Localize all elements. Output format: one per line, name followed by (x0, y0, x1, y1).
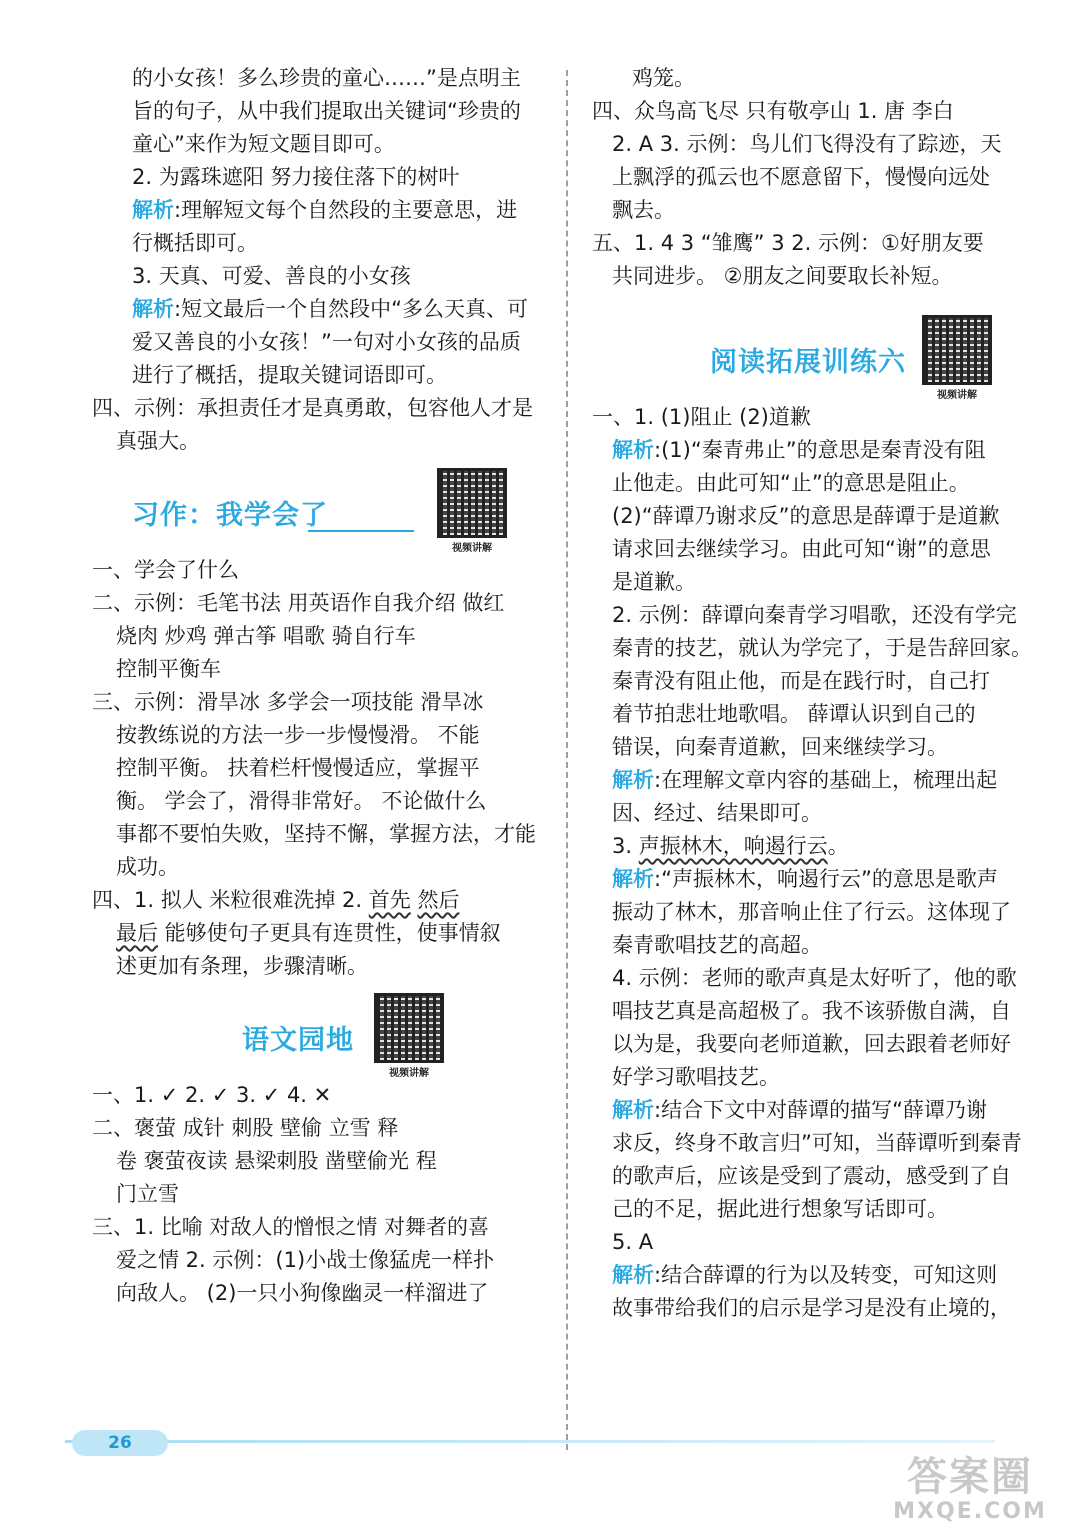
right-answers-part2 (592, 401, 1032, 830)
analysis-tag: 解析 (132, 297, 174, 321)
text-line: 行概括即可。 (132, 231, 258, 255)
text-line: 秦青没有阻止他，而是在践行时，自己打 (612, 669, 990, 693)
text-line: 以为是，我要向老师道歉，回去跟着老师好 (612, 1032, 1011, 1056)
text-line: 2. 示例：薛谭向秦青学习唱歌，还没有学完 (612, 603, 1017, 627)
qr-code-icon[interactable] (437, 468, 507, 538)
text-line: 着节拍悲壮地歌唱。 薛谭认识到自己的 (612, 702, 976, 726)
text-line: 2. 为露珠遮阳 努力接住落下的树叶 (132, 165, 460, 189)
text-line: 的小女孩！多么珍贵的童心……”是点明主 (132, 66, 521, 90)
text-line: 秦青的技艺，就认为学完了，于是告辞回家。 (612, 636, 1032, 660)
section-title-yuwenyuandi: 语文园地 (242, 1025, 354, 1056)
text-line: 成功。 (116, 855, 179, 879)
text-line: 解析:“声振林木，响遏行云”的意思是歌声 (612, 867, 998, 891)
text-line: 请求回去继续学习。由此可知“谢”的意思 (612, 537, 991, 561)
wavy-word-zuihou: 最后 (116, 921, 158, 945)
text-line: 解析:(1)“秦青弗止”的意思是秦青没有阻 (612, 438, 986, 462)
text-line: 因、经过、结果即可。 (612, 801, 822, 825)
watermark-logo: 答案圈 MXQE.COM (893, 1454, 1047, 1524)
text-line: 四、示例：承担责任才是真勇敢，包容他人才是 (92, 396, 533, 420)
text-line: 的歌声后，应该是受到了震动，感受到了自 (612, 1164, 1011, 1188)
text-line: 二、褒萤 成针 刺股 壁偷 立雪 释 (92, 1116, 399, 1140)
text-line: 进行了概括，提取关键词语即可。 (132, 363, 447, 387)
text-line: 控制平衡车 (116, 657, 221, 681)
right-answers-part3 (592, 863, 1032, 1325)
page-number: 26 (72, 1430, 168, 1456)
text-line: 止他走。由此可知“止”的意思是阻止。 (612, 471, 970, 495)
section-title-yuedutuozhan: 阅读拓展训练六 (710, 347, 906, 378)
text-line: 五、1. 4 3 “雏鹰” 3 2. 示例：①好朋友要 (592, 231, 984, 255)
right-answers-part1 (592, 62, 1032, 293)
text-line: 解析:短文最后一个自然段中“多么天真、可 (132, 297, 528, 321)
text-line: 错误，向秦青道歉，回来继续学习。 (612, 735, 948, 759)
analysis-tag: 解析 (132, 198, 174, 222)
text-line: 好学习歌唱技艺。 (612, 1065, 780, 1089)
title-underline (308, 530, 414, 532)
text-line: 振动了林木，那音响止住了行云。这体现了 (612, 900, 1011, 924)
text-line: 爱之情 2. 示例：(1)小战士像猛虎一样扑 (116, 1248, 495, 1272)
text-line: 解析:在理解文章内容的基础上，梳理出起 (612, 768, 998, 792)
analysis-tag: 解析 (612, 867, 654, 891)
text-line: 卷 褒萤夜读 悬梁刺股 凿壁偷光 程 (116, 1149, 437, 1173)
answer-3: 3. 声振林木，响遏行云。 (612, 834, 849, 858)
text-line: 唱技艺真是高超极了。我不该骄傲自满，自 (612, 999, 1011, 1023)
text-line: 按教练说的方法一步一步慢慢滑。 不能 (116, 723, 480, 747)
text-line: 5. A (612, 1230, 654, 1254)
right-column (592, 62, 1032, 1325)
analysis-tag: 解析 (612, 438, 654, 462)
text-line: 秦青歌唱技艺的高超。 (612, 933, 822, 957)
text-line: 一、1. ✓ 2. ✓ 3. ✓ 4. ✕ (92, 1083, 332, 1107)
analysis-tag: 解析 (612, 1098, 654, 1122)
qr-code-icon[interactable] (374, 993, 444, 1063)
text-line: 飘去。 (612, 198, 675, 222)
wavy-word-shouxian: 首先 (368, 888, 411, 912)
qr-caption: 视频讲解 (937, 390, 977, 401)
wavy-phrase: 声振林木，响遏行云 (638, 834, 828, 858)
text-line: 三、1. 比喻 对敌人的憎恨之情 对舞者的喜 (92, 1215, 490, 1239)
text-line: 四、众鸟高飞尽 只有敬亭山 1. 唐 李白 (592, 99, 954, 123)
text-line: 二、示例：毛笔书法 用英语作自我介绍 做红 (92, 591, 505, 615)
text-line: 是道歉。 (612, 570, 696, 594)
column-divider (566, 70, 568, 1450)
text-line: 解析:结合下文中对薛谭的描写“薛谭乃谢 (612, 1098, 987, 1122)
text-line: 衡。 学会了，滑得非常好。 不论做什么 (116, 789, 487, 813)
text-line: 共同进步。 ②朋友之间要取长补短。 (612, 264, 953, 288)
left-answers-part2 (92, 554, 542, 884)
analysis-tag: 解析 (612, 768, 654, 792)
text-line: 求反，终身不敢言归”可知，当薛谭听到秦青 (612, 1131, 1022, 1155)
text-line: 3. 天真、可爱、善良的小女孩 (132, 264, 411, 288)
text-line: 解析:结合薛谭的行为以及转变，可知这则 (612, 1263, 998, 1287)
text-line: 爱又善良的小女孩！”一句对小女孩的品质 (132, 330, 521, 354)
section-title-xizuo: 习作：我学会了 (132, 500, 328, 531)
text-line: 一、1. (1)阻止 (2)道歉 (592, 405, 811, 429)
text-line: 鸡笼。 (632, 66, 695, 90)
qr-caption: 视频讲解 (452, 543, 492, 554)
section-yuedutuozhan (592, 293, 1032, 401)
text-line: 故事带给我们的启示是学习是没有止境的， (612, 1296, 1011, 1320)
text-line: 事都不要怕失败，坚持不懈，掌握方法，才能 (116, 822, 536, 846)
text-line: 童心”来作为短文题目即可。 (132, 132, 395, 156)
text-line: 己的不足，据此进行想象写话即可。 (612, 1197, 948, 1221)
left-answers-part3 (92, 1079, 542, 1310)
text-line: 2. A 3. 示例：鸟儿们飞得没有了踪迹，天 (612, 132, 1002, 156)
text-line: 门立雪 (116, 1182, 179, 1206)
text-line: 4. 示例：老师的歌声真是太好听了，他的歌 (612, 966, 1017, 990)
analysis-tag: 解析 (612, 1263, 654, 1287)
footer-bar (65, 1440, 995, 1443)
qr-caption: 视频讲解 (389, 1068, 429, 1079)
left-answers-part1 (92, 62, 542, 458)
wavy-word-ranhou: 然后 (417, 888, 460, 912)
text-line: 上飘浮的孤云也不愿意留下，慢慢向远处 (612, 165, 990, 189)
text-line: 真强大。 (116, 429, 200, 453)
text-line: 旨的句子，从中我们提取出关键词“珍贵的 (132, 99, 521, 123)
text-line: 一、学会了什么 (92, 558, 239, 582)
text-line: (2)“薛谭乃谢求反”的意思是薛谭于是道歉 (612, 504, 1000, 528)
text-line: 向敌人。 (2)一只小狗像幽灵一样溜进了 (116, 1281, 489, 1305)
qr-code-icon[interactable] (922, 315, 992, 385)
section-xizuo (92, 458, 542, 554)
text-line: 控制平衡。 扶着栏杆慢慢适应，掌握平 (116, 756, 480, 780)
text-line: 三、示例：滑旱冰 多学会一项技能 滑旱冰 (92, 690, 484, 714)
section-yuwenyuandi (92, 983, 542, 1079)
left-column (92, 62, 542, 1310)
text-line: 解析:理解短文每个自然段的主要意思，进 (132, 198, 518, 222)
text-line: 烧肉 炒鸡 弹古筝 唱歌 骑自行车 (116, 624, 416, 648)
left-answer-si: 四、1. 拟人 米粒很难洗掉 2. 首先 然后 最后 能够使句子更具有连贯性，使事情叙 述更加有条理，步骤清晰。 (92, 888, 501, 978)
